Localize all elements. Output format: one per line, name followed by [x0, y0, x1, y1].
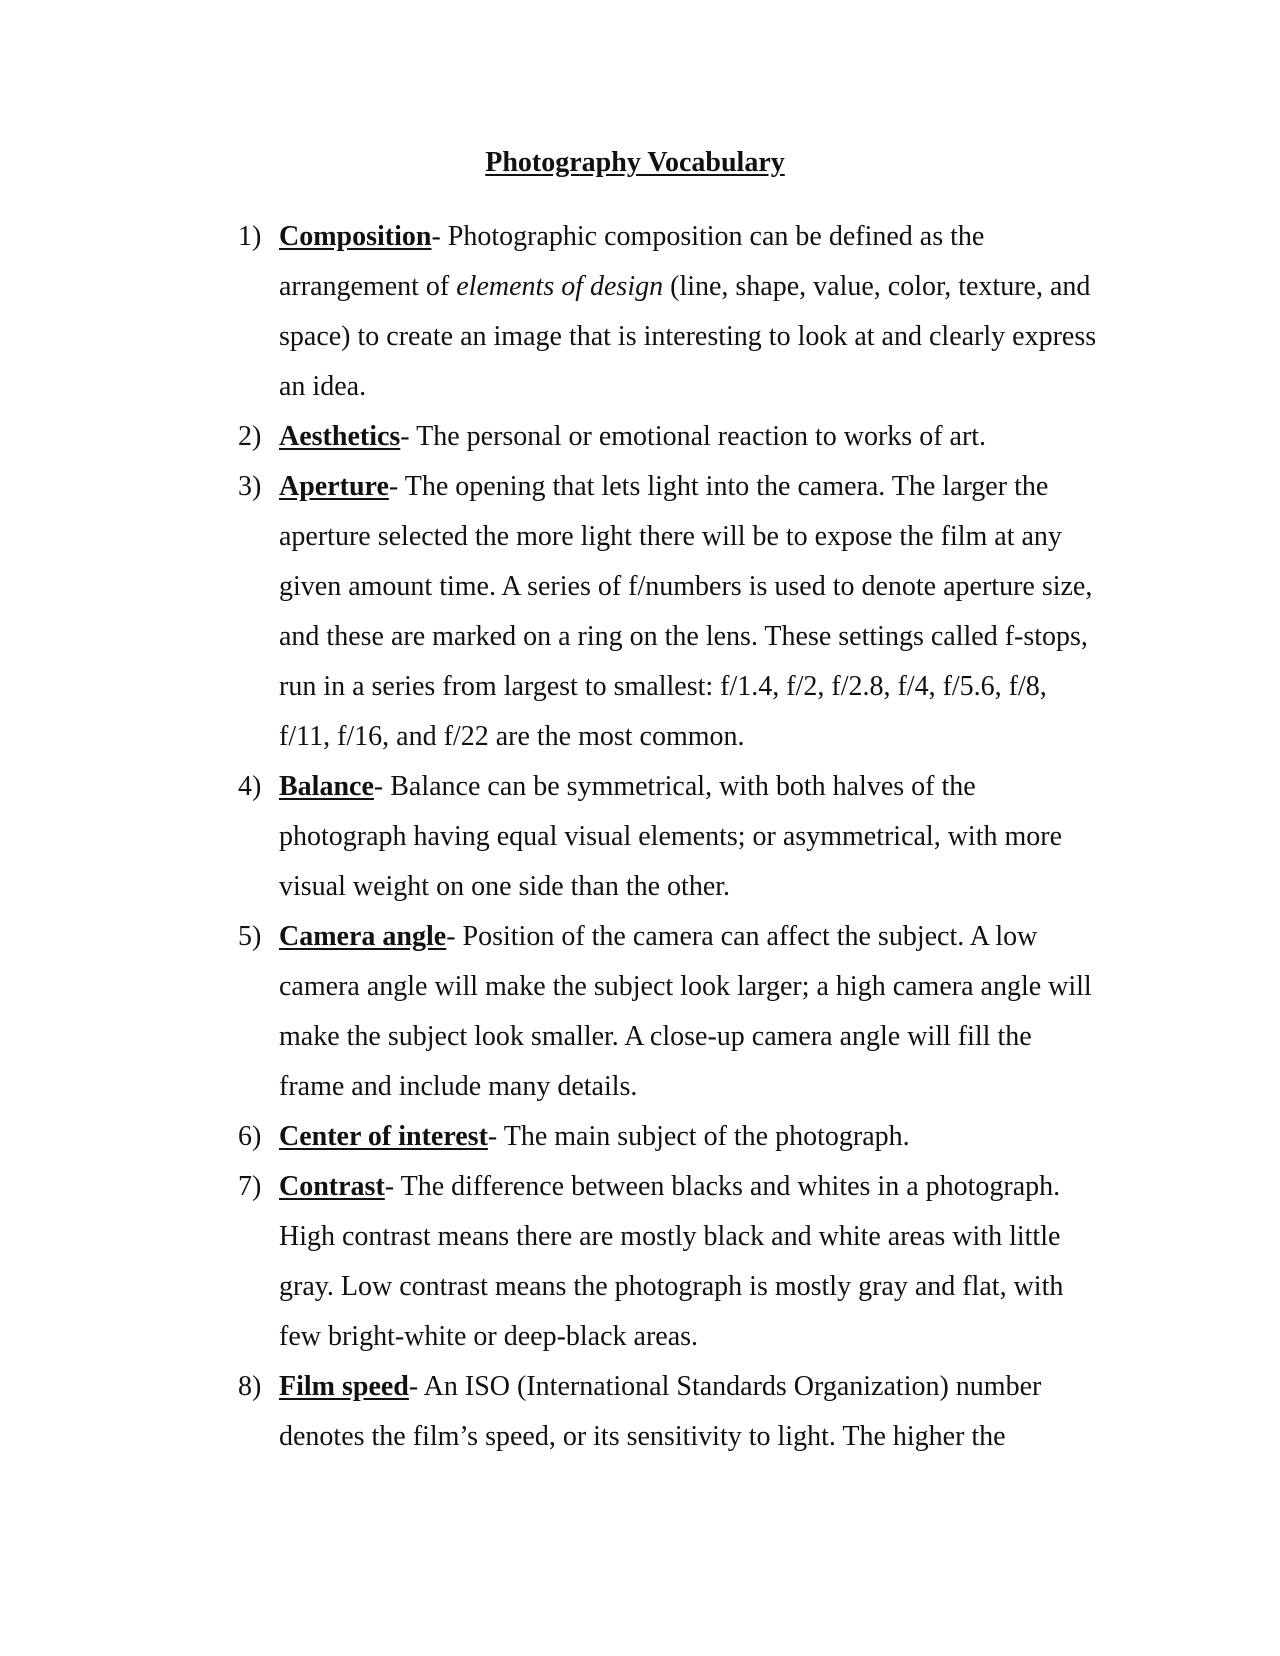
entry-term: Aperture [279, 471, 389, 502]
entry-separator: - [400, 421, 417, 452]
entry-number: 1) [238, 221, 262, 252]
entry-definition: Position of the camera can affect the subject. A low camera angle will make the subject look larger; a high camera angle will make the subject look smaller. A close-up camera angle will fill the frame and include many details. [279, 921, 1092, 1102]
page-title: Photography Vocabulary [485, 147, 785, 178]
entry-separator: - [388, 471, 405, 502]
entry-term: Center of interest [279, 1121, 488, 1152]
entry-number: 4) [238, 771, 262, 802]
entry-term: Aesthetics [279, 421, 401, 452]
entry-separator: - [431, 221, 448, 252]
vocab-entry-aperture [238, 462, 1098, 762]
definition-text: (line, shape, value, color, texture, and space) to create an image that is interesting to look at and clearly express an idea. [279, 271, 1097, 402]
entry-separator: - [446, 921, 463, 952]
entry-definition: The personal or emotional reaction to works of art. [416, 421, 987, 452]
vocab-entry-film-speed [238, 1362, 1098, 1462]
entry-number: 5) [238, 921, 262, 952]
vocab-entry-center-of-interest [238, 1112, 1098, 1162]
entry-definition: An ISO (International Standards Organization) number denotes the film’s speed, or its sensitivity to light. The higher the [279, 1371, 1042, 1452]
entry-definition: The main subject of the photograph. [503, 1121, 910, 1152]
entry-number: 3) [238, 471, 262, 502]
entry-term: Camera angle [279, 921, 447, 952]
vocab-entry-composition [238, 212, 1098, 412]
entry-definition: The opening that lets light into the camera. The larger the aperture selected the more light there will be to expose the film at any given amount time. A series of f/numbers is used to denote aperture size, and these are marked on a ring on the lens. These settings called f-stops, run in a series from largest to smallest: f/1.4, f/2, f/2.8, f/4, f/5.6, f/8, f/11, f/16, and f/22 are the most common. [279, 471, 1093, 752]
vocab-entry-camera-angle [238, 912, 1098, 1112]
definition-emphasis: elements of design [456, 271, 664, 302]
entry-number: 2) [238, 421, 262, 452]
vocab-entry-aesthetics [238, 412, 1098, 462]
entry-term: Composition [279, 221, 432, 252]
vocabulary-list [238, 212, 1098, 1462]
definition-text: Photographic composition can be defined as the arrangement of [279, 221, 985, 302]
entry-separator: - [384, 1171, 401, 1202]
entry-term: Film speed [279, 1371, 409, 1402]
entry-term: Contrast [279, 1171, 385, 1202]
entry-definition: Balance can be symmetrical, with both halves of the photograph having equal visual elements; or asymmetrical, with more visual weight on one side than the other. [279, 771, 1063, 902]
vocab-entry-contrast [238, 1162, 1098, 1362]
entry-number: 7) [238, 1171, 262, 1202]
entry-separator: - [373, 771, 391, 802]
entry-number: 8) [238, 1371, 262, 1402]
entry-term: Balance [279, 771, 374, 802]
entry-separator: - [487, 1121, 504, 1152]
vocab-entry-balance [238, 762, 1098, 912]
entry-separator: - [408, 1371, 424, 1402]
entry-number: 6) [238, 1121, 262, 1152]
entry-definition: The difference between blacks and whites in a photograph. High contrast means there are mostly black and white areas with little gray. Low contrast means the photograph is mostly gray and flat, with few bright-white or deep-black areas. [279, 1171, 1064, 1352]
